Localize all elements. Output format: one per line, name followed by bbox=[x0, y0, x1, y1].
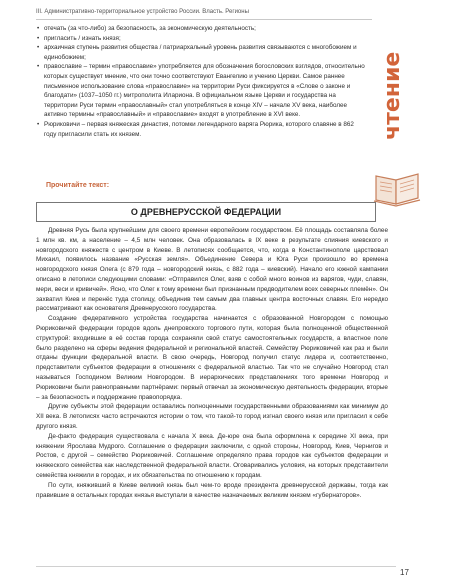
glossary-item: • пригласить / изнать князя; bbox=[44, 34, 366, 44]
header-divider bbox=[36, 19, 372, 20]
glossary-item: • Рюриковичи – первая княжеская династия, потомки легендарного варяга Рюрика, которого славяне в 862 году пригласили стать их князем. bbox=[44, 120, 366, 139]
footer-divider bbox=[36, 566, 396, 567]
side-section-label: чтение bbox=[380, 51, 405, 140]
page-number: 17 bbox=[400, 568, 409, 577]
glossary-item: • архаичная ступень развития общества / патриархальный уровень развития связываются с многобожием и единобожием; bbox=[44, 43, 366, 62]
paragraph: Де-факто федерация существовала с начала X века. Де-юре она была оформлена к середине XI века, при княжении Ярослава Мудрого. Соглашение о федерации заключили, с одной стороны, Новгород, Киев, Чернигов и Ростов, с другой – семейство Рюриковичей. Соглашение определяло права городов как субъектов федерации и княжеского семейства как наследственной федеральной власти. Оговаривались условия, на которых представители семейства княжили в городах, и их обязательства по отношению к городам. bbox=[36, 432, 388, 479]
article-body bbox=[36, 226, 388, 500]
glossary-item: • православие – термин «православие» употребляется для обозначения богословских взглядов, относительно которых существует мнение, что они точно соответствуют Евангелию и учению Церкви. Самое раннее письменное использование слова «православие» на территории Руси фиксируется в «Слове о законе и благодати» (1037–1050 гг.) митрополита Илариона. В официальном языке Церкви и государства на территории Руси термин «православный» стал употребляться в конце XIV – начале XV века, наиболее активно термины «православный» и «православие» входят в употребление в XVI веке. bbox=[44, 62, 366, 120]
glossary-list bbox=[36, 24, 366, 139]
glossary-item: • отечать (за что-либо) за безопасность, за экономическую деятельность; bbox=[44, 24, 366, 34]
paragraph: Создание федеративного устройства государства начинается с образованной Новгородом с помощью Рюриковичей федерации городов вдоль днепровского торгового пути, которая была полноценной общественной структурой: входившие в её состав города сохраняли свой статус самостоятельных государств, а властное поле было разделено на сферы ведения федеральной и региональной властей. Семейству Рюриковичей как раз и были отданы функции федеральной власти. В свою очередь, Новгород получил статус лидера и, соответственно, представители субъектов федерации в отношениях с федеральной властью. Так что не случайно Новгород стал называться Господином Великим Новгородом. В иерархических представлениях того времени Новгород и Рюриковичи были равноправными партнёрами: первый отвечал за экономическую деятельность федерации, вторые – за безопасность и поддержание правопорядка. bbox=[36, 315, 388, 401]
running-head: III. Административно-территориальное устройство России. Власть. Регионы bbox=[36, 9, 249, 15]
read-text-prompt: Прочитайте текст: bbox=[46, 182, 110, 189]
paragraph: Другие субъекты этой федерации оставались полноценными государственными образованиями как минимум до XII века. В летописях часто встречаются истории о том, что такой-то город изгнал своего князя или пригласил к себе другого князя. bbox=[36, 403, 388, 430]
paragraph: Древняя Русь была крупнейшим для своего времени европейским государством. Её площадь составляла более 1 млн кв. км, а население – 4,5 млн человек. Она образовалась в IX веке в результате слияния киевского и новгородского княжеств с центром в Киеве. В летописях сообщается, что, когда в Константинополе царствовал Михаил, появилось название «Русская земля». Объединение Севера и Юга Руси произошло во времена новгородского князя Олега (с 879 года – новгородский князь, с 882 года – киевский). Начало его южной кампании описано в летописи следующими словами: «Отправился Олег, взяв с собой много воинов из варягов, чуди, славян, мери, веси и кривичей». Ясно, что Олег к тому времени был признанным предводителем всех северных племён». Он захватил Киев и перенёс туда столицу, объединив тем самым два главных центра восточных славян. Его нередко рассматривают как основателя Древнерусского государства. bbox=[36, 227, 388, 313]
paragraph: По сути, княживший в Киеве великий князь был чем-то вроде президента древнерусской державы, тогда как правившие в остальных городах князья выступали в качестве назначаемых великим князем «губернаторов». bbox=[36, 481, 388, 499]
section-title: О ДРЕВНЕРУССКОЙ ФЕДЕРАЦИИ bbox=[36, 202, 376, 222]
book-icon bbox=[372, 170, 424, 208]
